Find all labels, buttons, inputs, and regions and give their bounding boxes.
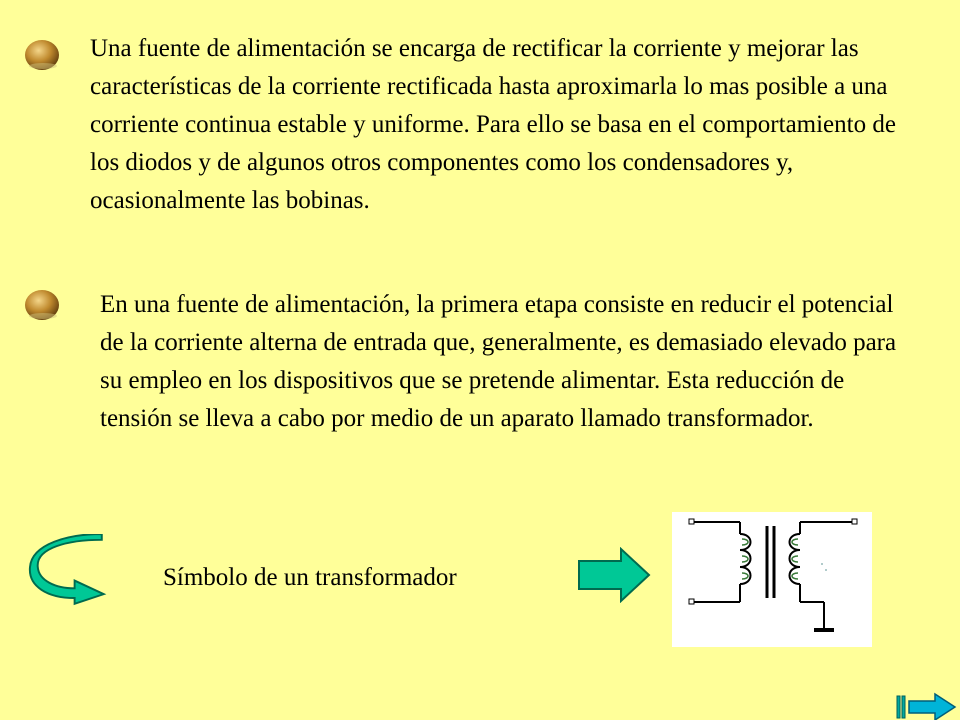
curved-return-arrow-icon[interactable] (28, 534, 110, 606)
next-slide-icon[interactable] (895, 692, 957, 720)
right-arrow-icon[interactable] (577, 547, 651, 603)
transformer-caption: Símbolo de un transformador (163, 564, 457, 591)
bullet-sphere-icon (22, 288, 62, 322)
paragraph-power-supply: Una fuente de alimentación se encarga de rectificar la corriente y mejorar las características de la corriente rectificada hasta aproximarla lo mas posible a una corriente continua estable y uniforme. Para ello se basa en el comportamiento de los diodos y de algunos otros componentes como los condensadores y, ocasionalmente las bobinas. (90, 35, 896, 214)
paragraph-first-stage: En una fuente de alimentación, la primera etapa consiste en reducir el potencial de la corriente alterna de entrada que, generalmente, es demasiado elevado para su empleo en los dispositivos que se pretende alimentar. Esta reducción de tensión se lleva a cabo por medio de un aparato llamado transformador. (100, 291, 897, 432)
transformer-diagram (672, 512, 872, 647)
bullet-sphere-icon (22, 38, 62, 72)
transformer-symbol-icon (672, 512, 872, 647)
